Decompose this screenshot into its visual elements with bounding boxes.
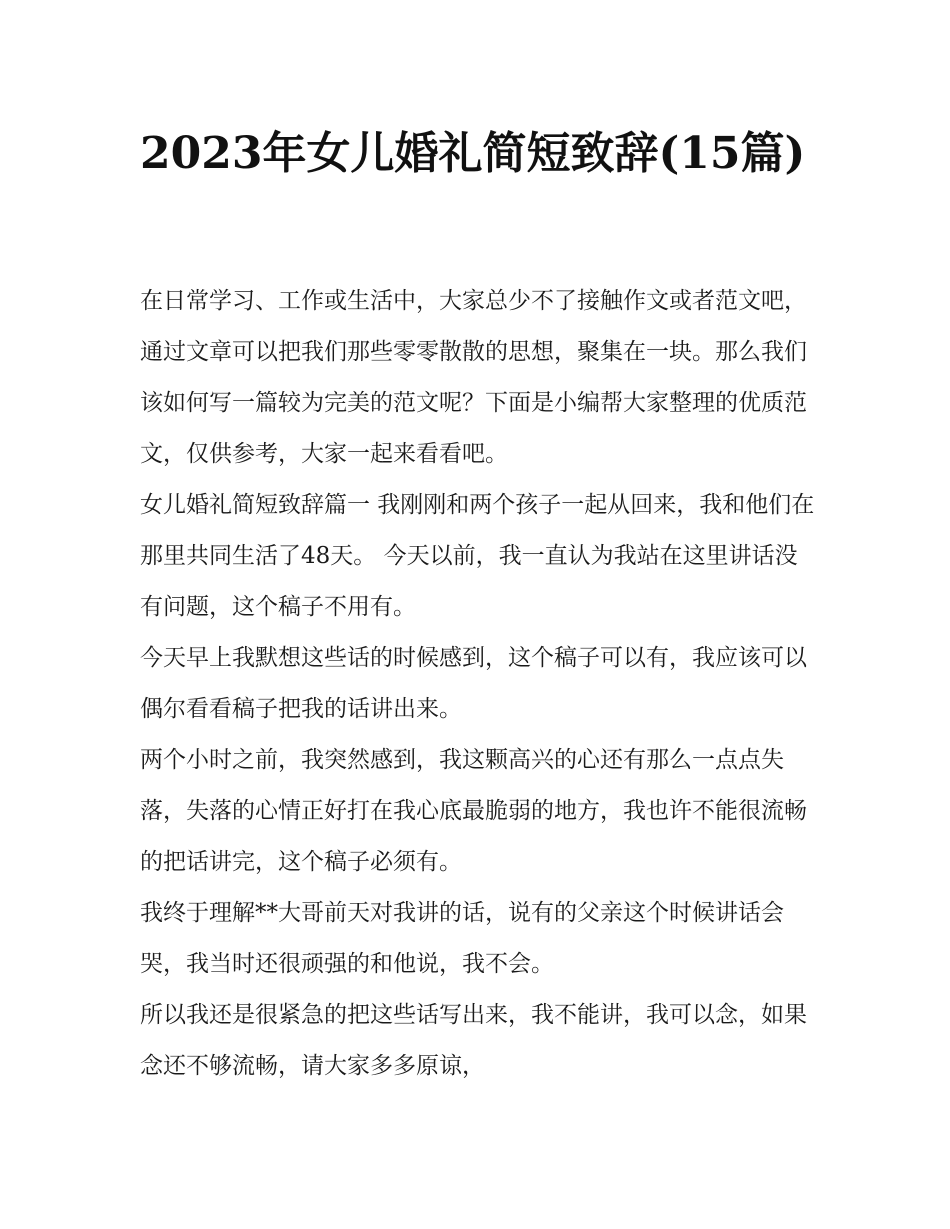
paragraph-two-hours-ago: 两个小时之前，我突然感到，我这颗高兴的心还有那么一点点失落，失落的心情正好打在我心底最脆弱的地方，我也许不能很流畅的把话讲完，这个稿子必须有。 [140,747,807,875]
document-title: 2023年女儿婚礼简短致辞(15篇) [140,128,806,179]
paragraph-this-morning: 今天早上我默想这些话的时候感到，这个稿子可以有，我应该可以偶尔看看稿子把我的话讲出来。 [140,645,807,722]
document-body [140,276,820,1092]
paragraph-intro: 在日常学习、工作或生活中，大家总少不了接触作文或者范文吧，通过文章可以把我们那些零零散散的思想，聚集在一块。那么我们该如何写一篇较为完美的范文呢？下面是小编帮大家整理的优质范文，仅供参考，大家一起来看看吧。 [140,288,807,467]
paragraph-apology: 所以我还是很紧急的把这些话写出来，我不能讲，我可以念，如果念还不够流畅，请大家多多原谅， [140,1002,807,1079]
paragraph-understanding: 我终于理解**大哥前天对我讲的话，说有的父亲这个时候讲话会哭，我当时还很顽强的和他说，我不会。 [140,900,784,977]
paragraph-speech-opening: 女儿婚礼简短致辞篇一 我刚刚和两个孩子一起从回来，我和他们在那里共同生活了48天。 今天以前，我一直认为我站在这里讲话没有问题，这个稿子不用有。 [140,492,815,620]
